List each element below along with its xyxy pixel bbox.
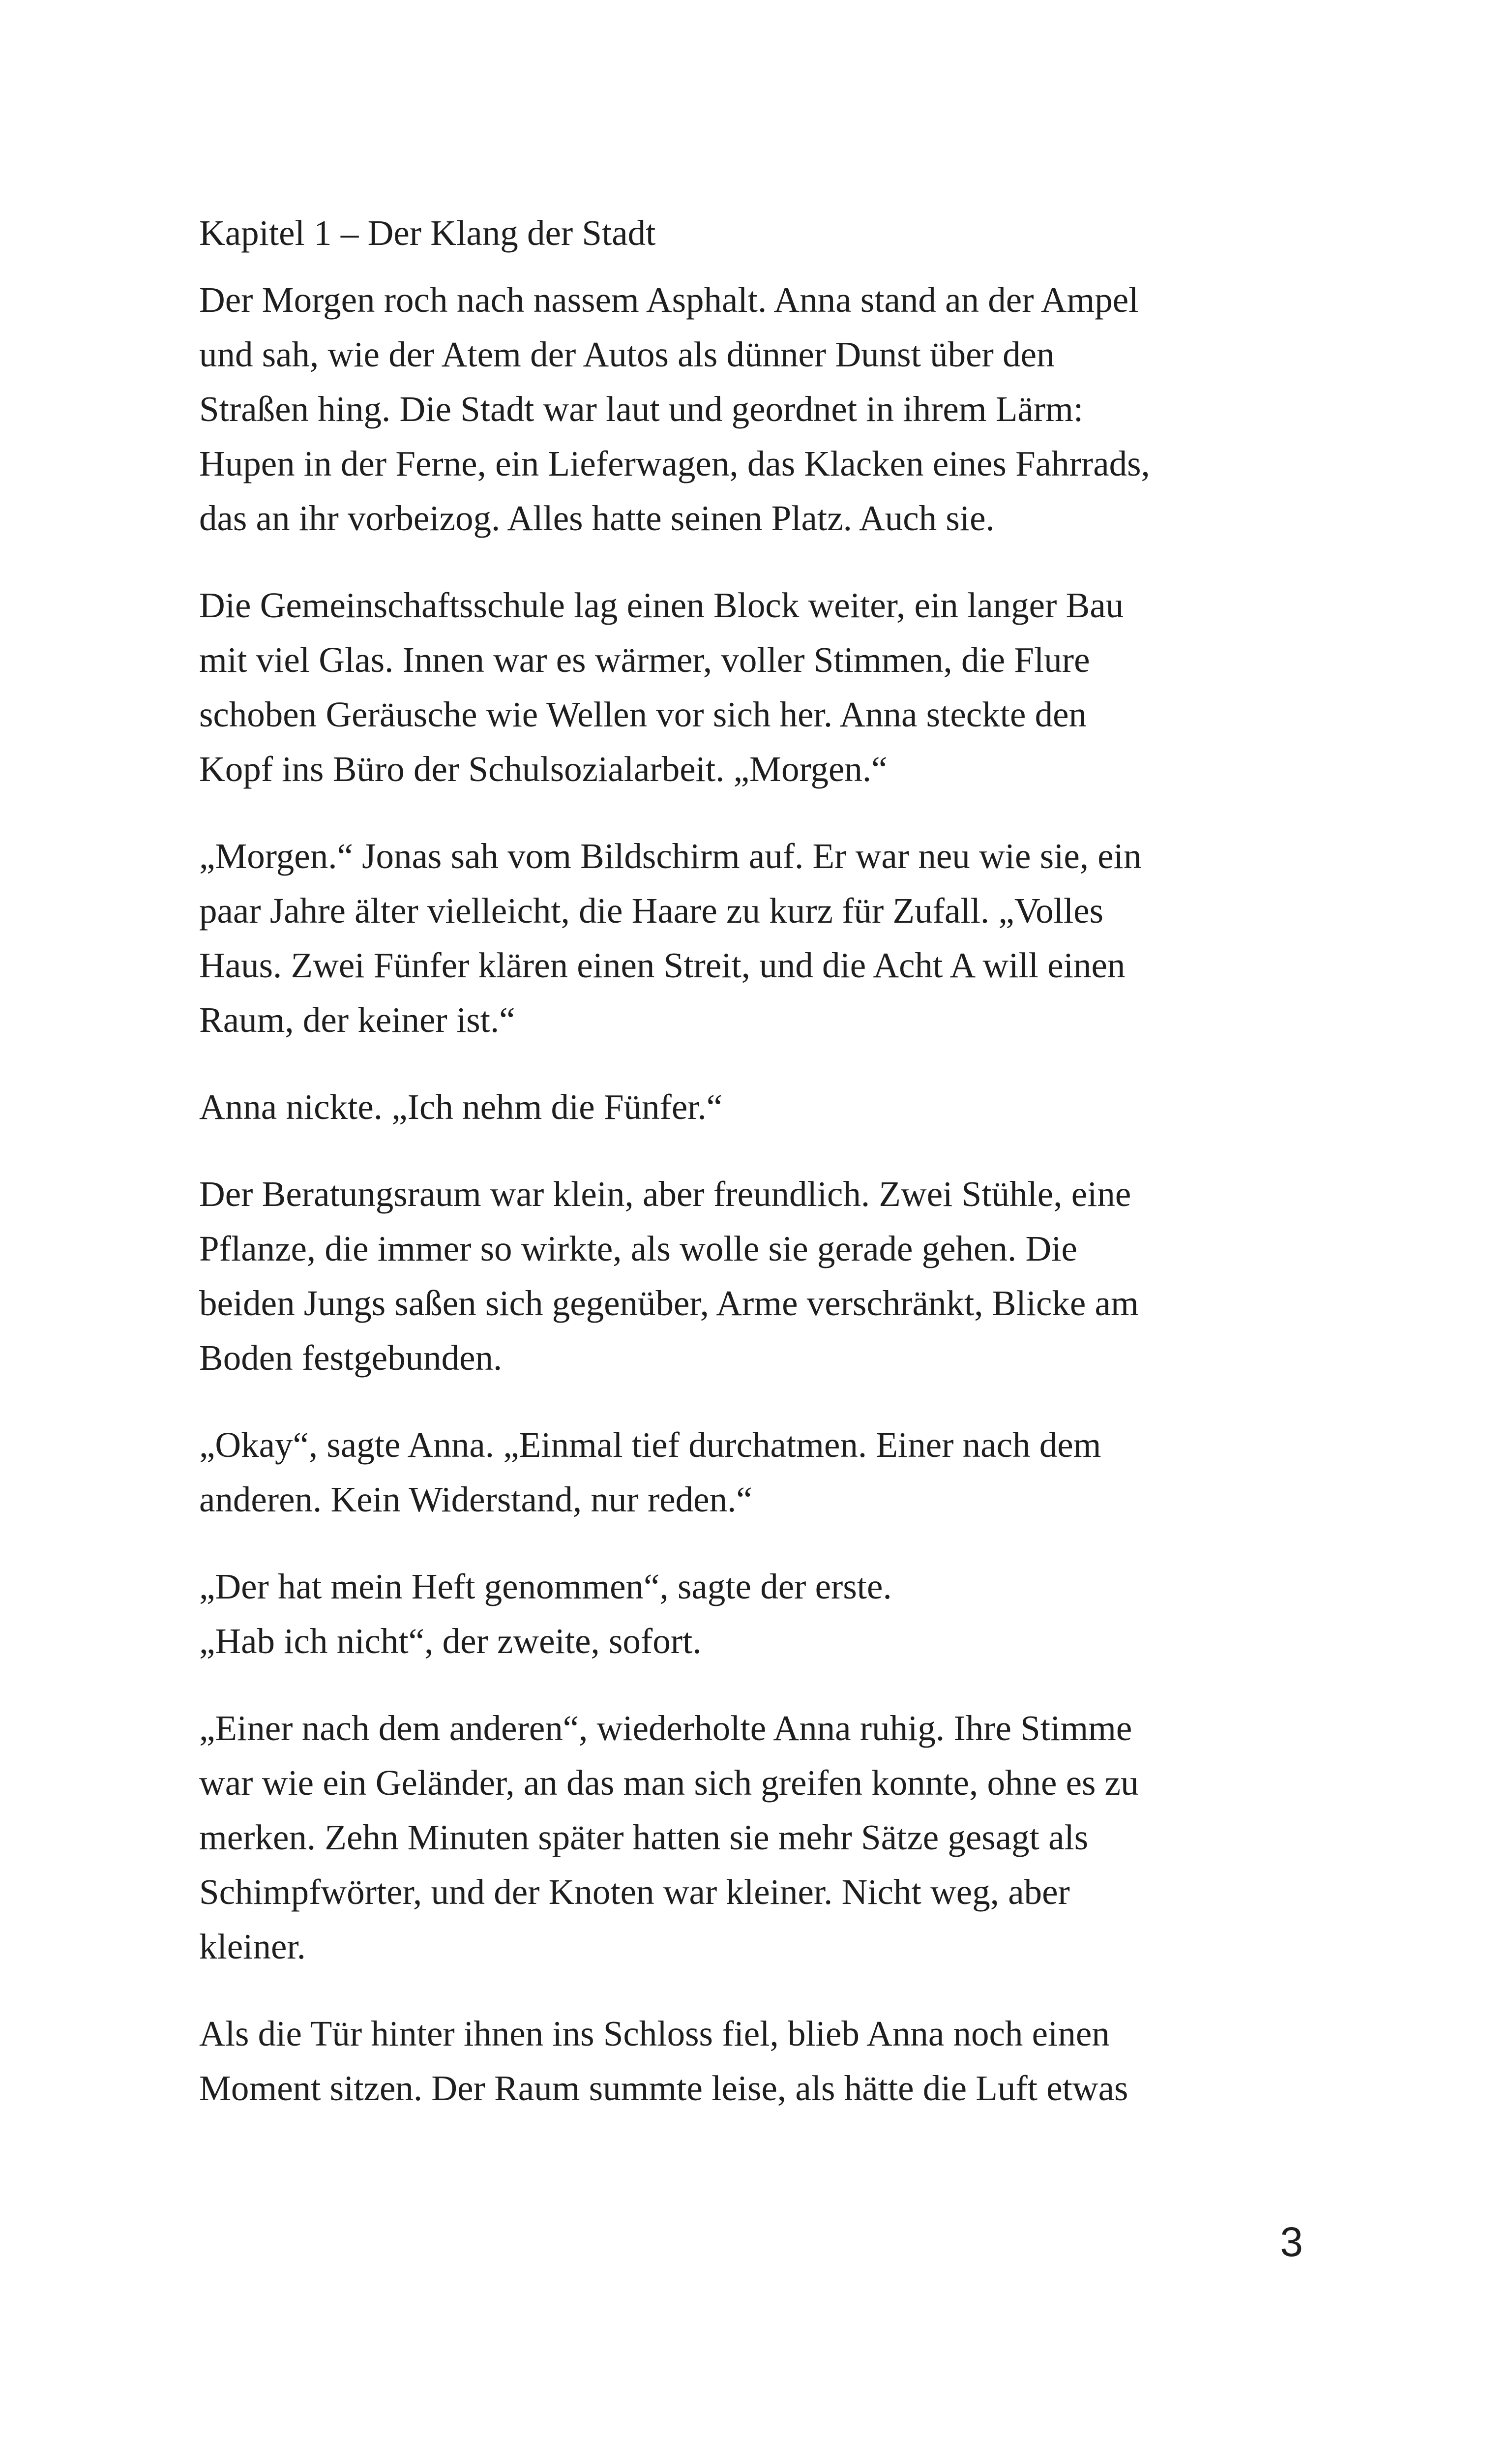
text-line: „Morgen.“ Jonas sah vom Bildschirm auf. Er war neu wie sie, ein [199,836,1142,876]
text-line: Anna nickte. „Ich nehm die Fünfer.“ [199,1087,723,1127]
text-line: merken. Zehn Minuten später hatten sie mehr Sätze gesagt als [199,1817,1089,1857]
text-line: Hupen in der Ferne, ein Lieferwagen, das Klacken eines Fahrrads, [199,444,1150,483]
paragraph [199,829,1301,1047]
text-line: kleiner. [199,1927,306,1966]
text-line: Boden festgebunden. [199,1338,503,1378]
text-line: schoben Geräusche wie Wellen vor sich her. Anna steckte den [199,694,1087,734]
body-text [199,206,1301,2148]
paragraph [199,1701,1301,1974]
text-line: Die Gemeinschaftsschule lag einen Block weiter, ein langer Bau [199,585,1124,625]
text-line: Der Morgen roch nach nassem Asphalt. Anna stand an der Ampel [199,280,1139,320]
paragraph [199,272,1301,545]
text-line: Schimpfwörter, und der Knoten war kleiner. Nicht weg, aber [199,1872,1070,1912]
text-line: mit viel Glas. Innen war es wärmer, voller Stimmen, die Flure [199,640,1090,680]
text-line: Raum, der keiner ist.“ [199,1000,515,1040]
text-line: Haus. Zwei Fünfer klären einen Streit, und die Acht A will einen [199,945,1126,985]
text-line: „Okay“, sagte Anna. „Einmal tief durchatmen. Einer nach dem [199,1425,1101,1465]
text-line: Pflanze, die immer so wirkte, als wolle sie gerade gehen. Die [199,1229,1077,1268]
text-line: „Hab ich nicht“, der zweite, sofort. [199,1621,702,1661]
paragraph [199,1418,1301,1527]
paragraph [199,1559,1301,1668]
text-line: Moment sitzen. Der Raum summte leise, als hätte die Luft etwas [199,2068,1128,2108]
text-line: war wie ein Geländer, an das man sich greifen konnte, ohne es zu [199,1763,1139,1803]
text-line: Als die Tür hinter ihnen ins Schloss fiel, blieb Anna noch einen [199,2014,1110,2053]
text-line: Kopf ins Büro der Schulsozialarbeit. „Morgen.“ [199,749,888,789]
paragraph [199,1167,1301,1385]
text-line: paar Jahre älter vielleicht, die Haare zu kurz für Zufall. „Volles [199,891,1104,931]
text-line: beiden Jungs saßen sich gegenüber, Arme verschränkt, Blicke am [199,1283,1139,1323]
text-line: „Der hat mein Heft genommen“, sagte der erste. [199,1567,892,1606]
text-line: Straßen hing. Die Stadt war laut und geordnet in ihrem Lärm: [199,389,1084,429]
paragraph [199,578,1301,796]
text-line: „Einer nach dem anderen“, wiederholte Anna ruhig. Ihre Stimme [199,1708,1132,1748]
page-number: 3 [1280,2219,1303,2265]
paragraph [199,2006,1301,2115]
text-line: Der Beratungsraum war klein, aber freundlich. Zwei Stühle, eine [199,1174,1131,1214]
text-line: und sah, wie der Atem der Autos als dünner Dunst über den [199,334,1055,374]
chapter-title: Kapitel 1 – Der Klang der Stadt [199,213,656,253]
text-line: anderen. Kein Widerstand, nur reden.“ [199,1479,752,1519]
paragraph [199,1080,1301,1134]
text-line: das an ihr vorbeizog. Alles hatte seinen Platz. Auch sie. [199,498,995,538]
